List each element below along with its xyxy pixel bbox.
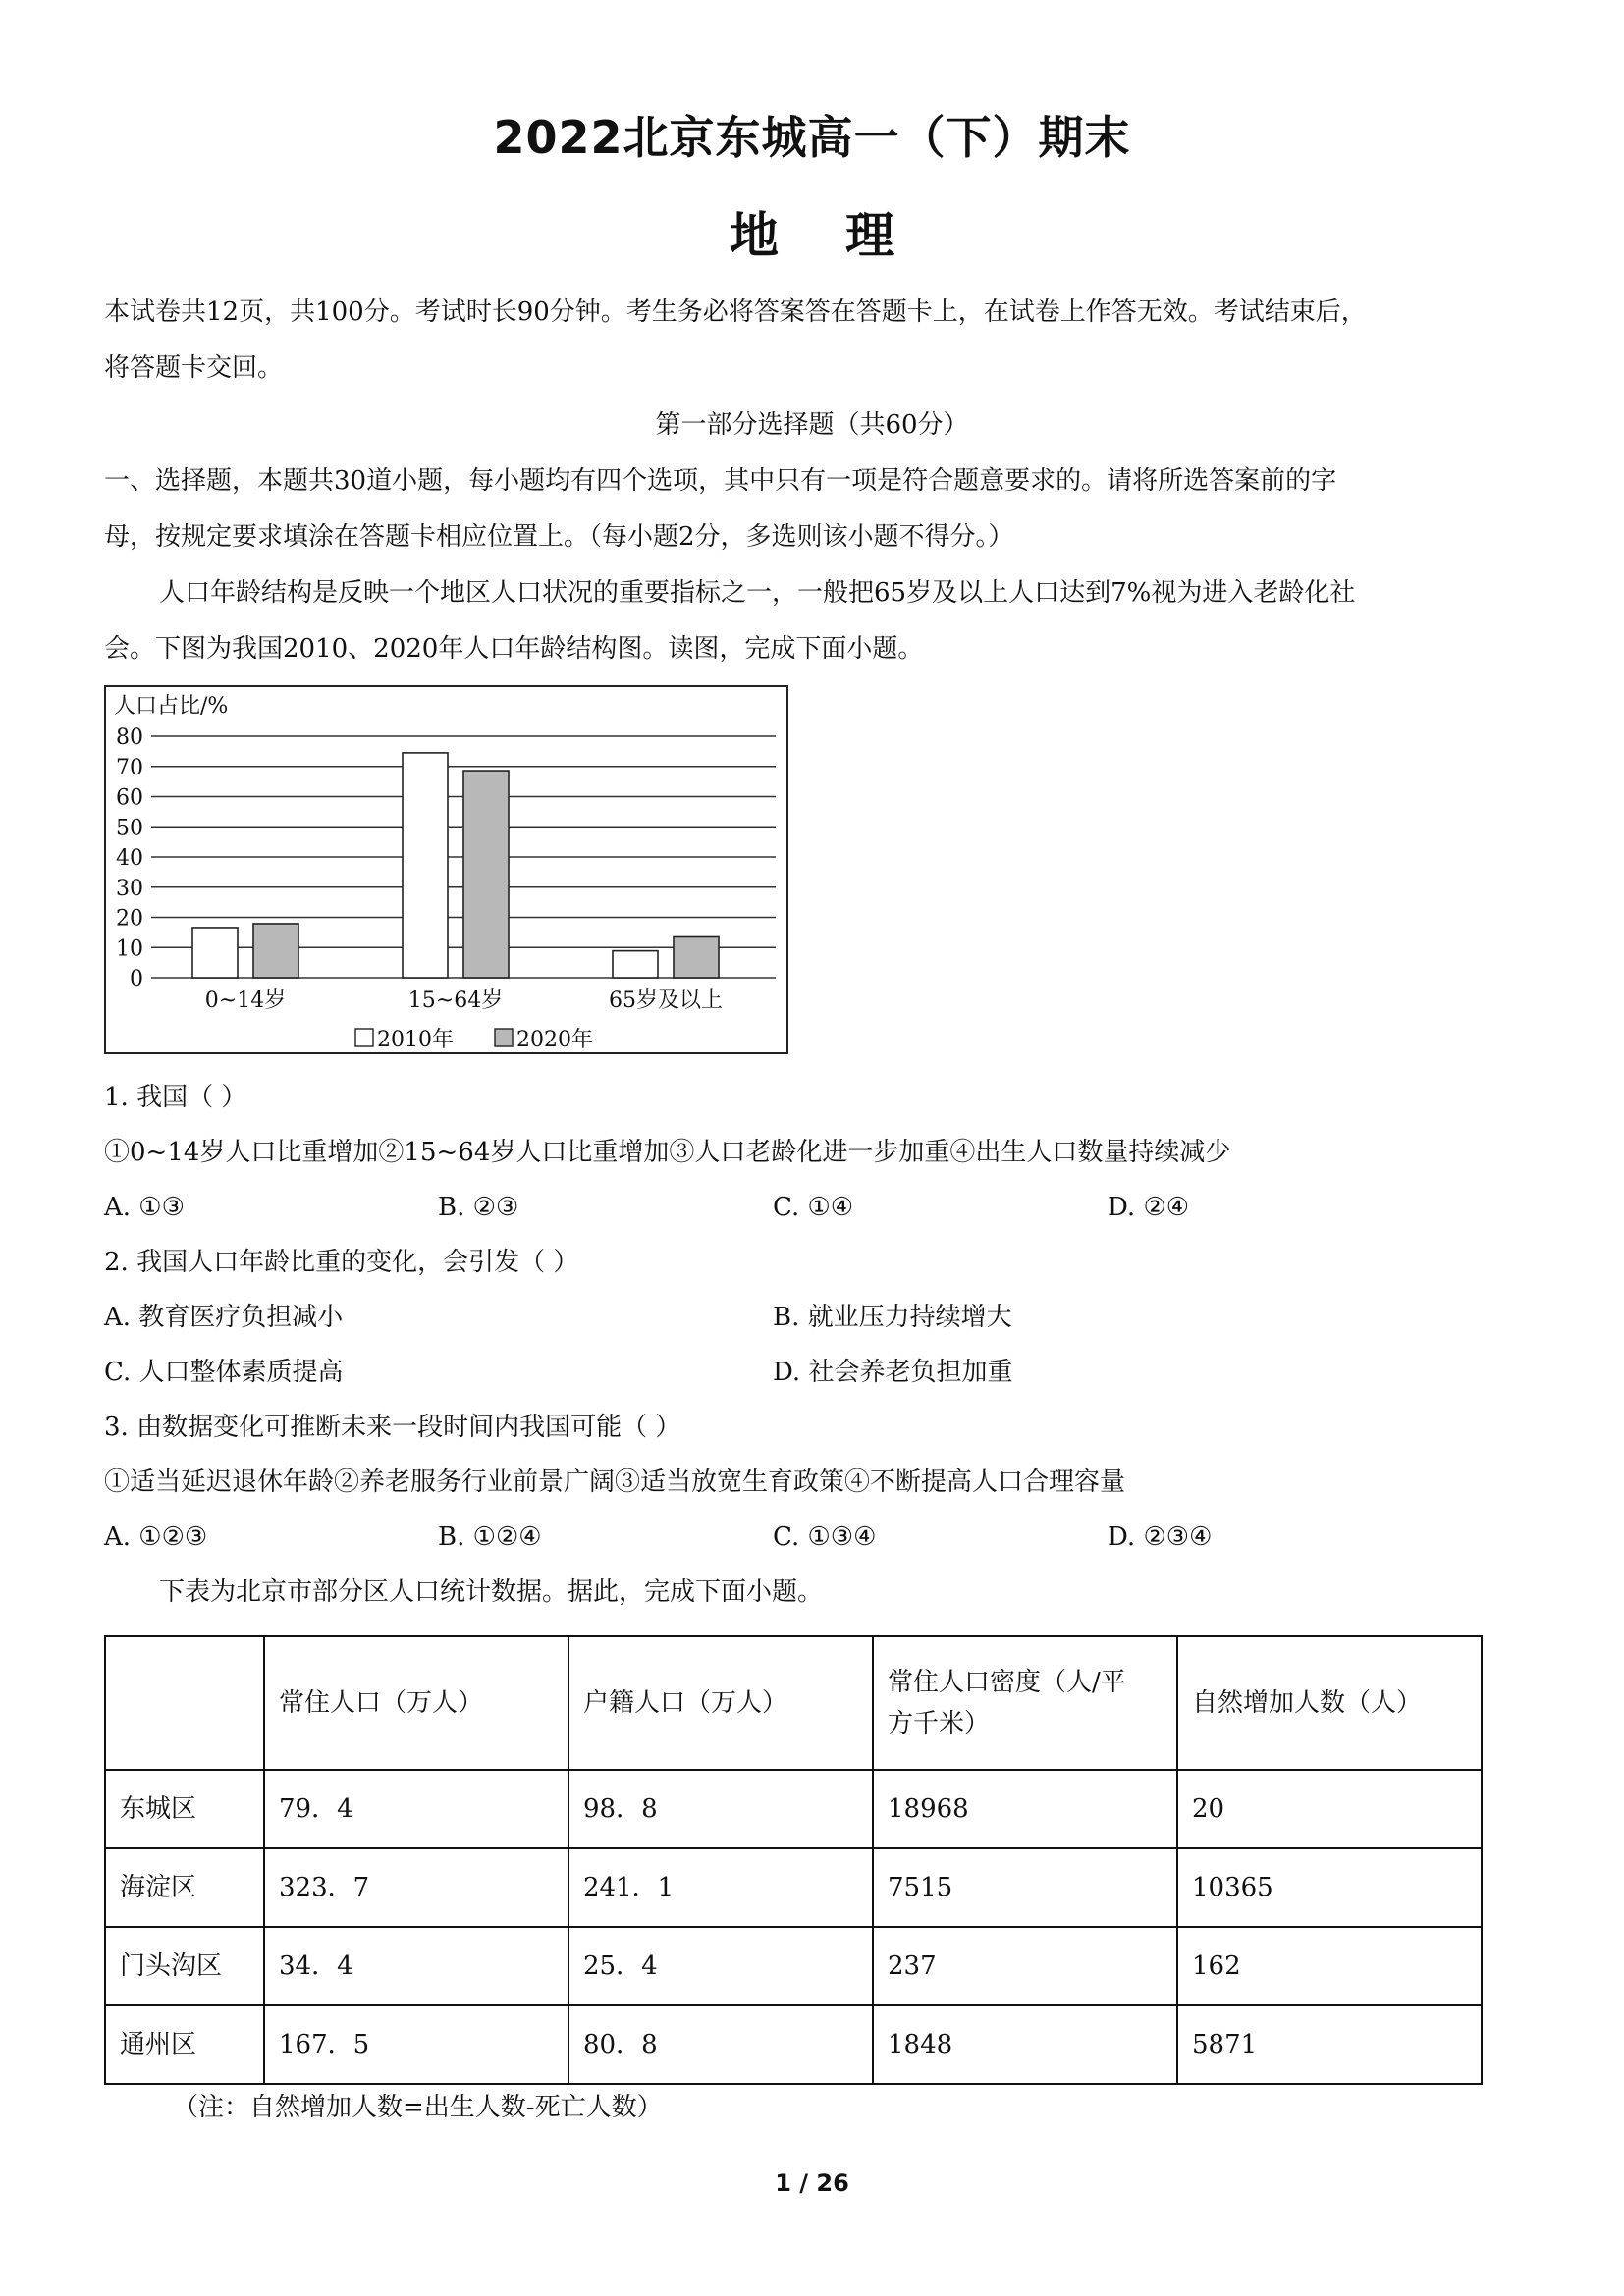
y-axis-title: 人口占比/% bbox=[114, 694, 229, 719]
y-tick-label: 10 bbox=[116, 936, 143, 962]
subject-char-2: 理 bbox=[845, 207, 894, 264]
table-cell: 25．4 bbox=[568, 1927, 873, 2005]
table-cell: 34．4 bbox=[264, 1927, 568, 2005]
q1-option-b: B. ②③ bbox=[438, 1193, 519, 1222]
section-heading: 第一部分选择题（共60分） bbox=[655, 410, 969, 440]
table-header-cell: 自然增加人数（人） bbox=[1177, 1636, 1482, 1770]
legend-swatch bbox=[495, 1029, 513, 1046]
table-note: （注：自然增加人数=出生人数-死亡人数） bbox=[173, 2093, 663, 2122]
y-tick-label: 0 bbox=[130, 967, 143, 991]
table-cell: 80．8 bbox=[568, 2005, 873, 2084]
legend-swatch bbox=[355, 1029, 373, 1046]
passage1-line-1: 人口年龄结构是反映一个地区人口状况的重要指标之一，一般把65岁及以上人口达到7%视为进入老龄化社 bbox=[159, 578, 1356, 608]
table-cell: 237 bbox=[873, 1927, 1177, 2005]
q1-items: ①0~14岁人口比重增加②15~64岁人口比重增加③人口老龄化进一步加重④出生人口数量持续减少 bbox=[104, 1138, 1231, 1167]
q1-option-d: D. ②④ bbox=[1108, 1193, 1190, 1222]
table-header-cell bbox=[105, 1636, 264, 1770]
q3-stem: 3. 由数据变化可推断未来一段时间内我国可能（ ） bbox=[104, 1413, 681, 1442]
table-row bbox=[105, 1770, 1482, 1848]
chart-canvas bbox=[106, 687, 790, 1056]
table-row bbox=[105, 2005, 1482, 2084]
page-number: 1 / 26 bbox=[775, 2169, 849, 2197]
q3-option-c: C. ①③④ bbox=[773, 1522, 877, 1552]
bar-2020 bbox=[674, 936, 719, 978]
table-cell: 79．4 bbox=[264, 1770, 568, 1848]
table-cell: 门头沟区 bbox=[105, 1927, 264, 2005]
passage1-line-2: 会。下图为我国2010、2020年人口年龄结构图。读图，完成下面小题。 bbox=[104, 634, 924, 664]
q2-option-a: A. 教育医疗负担减小 bbox=[104, 1303, 344, 1332]
table-cell: 162 bbox=[1177, 1927, 1482, 2005]
table-header-cell: 户籍人口（万人） bbox=[568, 1636, 873, 1770]
q1-option-a: A. ①③ bbox=[104, 1193, 185, 1222]
y-tick-label: 80 bbox=[116, 725, 143, 750]
table-header-part: 常住人口密度（人/平 bbox=[888, 1668, 1126, 1697]
table-cell: 10365 bbox=[1177, 1848, 1482, 1927]
table-cell: 20 bbox=[1177, 1770, 1482, 1848]
q2-stem: 2. 我国人口年龄比重的变化，会引发（ ） bbox=[104, 1248, 579, 1277]
age-structure-chart bbox=[104, 685, 788, 1054]
q3-option-b: B. ①②④ bbox=[438, 1522, 542, 1552]
q1-option-c: C. ①④ bbox=[773, 1193, 854, 1222]
instruction-line-1: 一、选择题，本题共30道小题，每小题均有四个选项，其中只有一项是符合题意要求的。请将所选答案前的字 bbox=[104, 466, 1337, 496]
legend-label: 2020年 bbox=[516, 1028, 593, 1052]
q2-option-d: D. 社会养老负担加重 bbox=[773, 1358, 1013, 1387]
table-cell: 5871 bbox=[1177, 2005, 1482, 2084]
q3-option-d: D. ②③④ bbox=[1108, 1522, 1213, 1552]
intro-line-1: 本试卷共12页，共100分。考试时长90分钟。考生务必将答案答在答题卡上，在试卷上作答无效。考试结束后， bbox=[104, 297, 1367, 327]
exam-title: 2022北京东城高一（下）期末 bbox=[493, 111, 1131, 164]
y-tick-label: 30 bbox=[116, 876, 143, 901]
table-cell: 167．5 bbox=[264, 2005, 568, 2084]
y-tick-label: 50 bbox=[116, 816, 143, 841]
population-table bbox=[104, 1635, 1483, 2085]
table-cell: 通州区 bbox=[105, 2005, 264, 2084]
subject-title bbox=[0, 196, 1624, 267]
q2-option-b: B. 就业压力持续增大 bbox=[773, 1303, 1012, 1332]
table-cell: 海淀区 bbox=[105, 1848, 264, 1927]
intro-line-2: 将答题卡交回。 bbox=[104, 353, 284, 383]
table-cell: 241．1 bbox=[568, 1848, 873, 1927]
q3-items: ①适当延迟退休年龄②养老服务行业前景广阔③适当放宽生育政策④不断提高人口合理容量 bbox=[104, 1468, 1126, 1497]
y-tick-label: 70 bbox=[116, 755, 143, 780]
q2-option-c: C. 人口整体素质提高 bbox=[104, 1358, 344, 1387]
bar-2020 bbox=[253, 924, 298, 978]
bar-2020 bbox=[463, 771, 509, 978]
table-cell: 东城区 bbox=[105, 1770, 264, 1848]
table-row bbox=[105, 1927, 1482, 2005]
bar-2010 bbox=[403, 753, 448, 978]
subject-char-1: 地 bbox=[730, 207, 779, 264]
x-category-label: 15~64岁 bbox=[407, 988, 504, 1013]
table-cell: 323．7 bbox=[264, 1848, 568, 1927]
x-category-label: 0~14岁 bbox=[204, 988, 287, 1013]
table-cell: 98．8 bbox=[568, 1770, 873, 1848]
table-row bbox=[105, 1848, 1482, 1927]
y-tick-label: 40 bbox=[116, 846, 143, 871]
y-tick-label: 20 bbox=[116, 906, 143, 932]
passage2: 下表为北京市部分区人口统计数据。据此，完成下面小题。 bbox=[159, 1577, 824, 1607]
table-cell: 18968 bbox=[873, 1770, 1177, 1848]
instruction-line-2: 母，按规定要求填涂在答题卡相应位置上。（每小题2分，多选则该小题不得分。） bbox=[104, 522, 1014, 552]
table-cell: 7515 bbox=[873, 1848, 1177, 1927]
table-header-cell bbox=[873, 1636, 1177, 1770]
table-cell: 1848 bbox=[873, 2005, 1177, 2084]
x-category-label: 65岁及以上 bbox=[609, 988, 723, 1013]
bar-2010 bbox=[613, 951, 658, 978]
q1-stem: 1. 我国（ ） bbox=[104, 1083, 247, 1112]
table-header-part: 方千米） bbox=[888, 1709, 991, 1738]
bar-2010 bbox=[192, 928, 238, 978]
y-tick-label: 60 bbox=[116, 785, 143, 811]
table-header-row bbox=[105, 1636, 1482, 1770]
table-header-cell: 常住人口（万人） bbox=[264, 1636, 568, 1770]
legend-label: 2010年 bbox=[377, 1028, 454, 1052]
q3-option-a: A. ①②③ bbox=[104, 1522, 208, 1552]
